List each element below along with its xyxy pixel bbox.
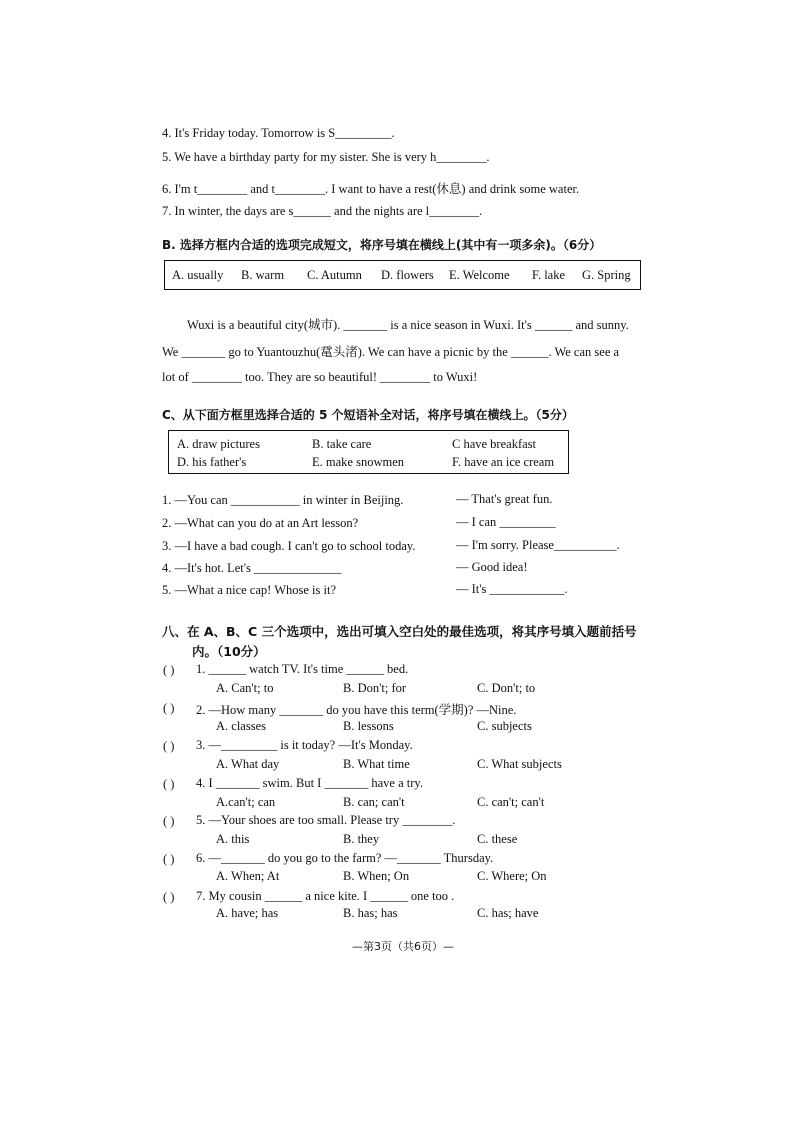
q6-option-a: A. When; At [216,869,280,883]
dialog-2-question: 2. —What can you do at an Art lesson? [162,516,359,530]
q5-answer-paren[interactable]: ( ) [163,814,175,828]
q3-stem: 3. —_________ is it today? —It's Monday. [196,738,413,752]
dialog-1-question: 1. —You can ___________ in winter in Beijing. [162,493,404,507]
q7-option-c: C. has; have [477,906,539,920]
q6-stem: 6. —_______ do you go to the farm? —_______ Thursday. [196,851,494,865]
c-option-c: C have breakfast [452,437,536,451]
dialog-3-question: 3. —I have a bad cough. I can't go to school today. [162,539,416,553]
q5-option-b: B. they [343,832,380,846]
q4-option-c: C. can't; can't [477,795,545,809]
q3-option-a: A. What day [216,757,280,771]
q1-option-a: A. Can't; to [216,681,274,695]
c-option-d: D. his father's [177,455,247,469]
q5-option-c: C. these [477,832,518,846]
c-option-e: E. make snowmen [312,455,404,469]
page-footer: —第3页（共6页）— [352,940,454,953]
section-b-heading: B. 选择方框内合适的选项完成短文，将序号填在横线上(其中有一项多余)。（6分） [162,238,602,252]
sentence-5: 5. We have a birthday party for my sister. She is very h________. [162,150,490,164]
passage-line-1: Wuxi is a beautiful city(城市). _______ is a nice season in Wuxi. It's ______ and sunny. [187,318,629,332]
b-option-e: E. Welcome [449,268,510,282]
b-option-b: B. warm [241,268,285,282]
dialog-5-answer: — It's ____________. [456,582,568,596]
dialog-2-answer: — I can _________ [456,515,556,529]
q1-option-c: C. Don't; to [477,681,536,695]
section-c-heading: C、从下面方框里选择合适的 5 个短语补全对话，将序号填在横线上。（5分） [162,408,574,422]
q6-option-c: C. Where; On [477,869,547,883]
section-8-heading-line-2: 内。（10分） [192,644,266,659]
c-option-f: F. have an ice cream [452,455,555,469]
q7-option-a: A. have; has [216,906,279,920]
q7-answer-paren[interactable]: ( ) [163,890,175,904]
q2-stem: 2. —How many _______ do you have this term(学期)? —Nine. [196,703,517,717]
c-option-b: B. take care [312,437,372,451]
b-option-f: F. lake [532,268,566,282]
q6-answer-paren[interactable]: ( ) [163,852,175,866]
dialog-5-question: 5. —What a nice cap! Whose is it? [162,583,337,597]
sentence-7: 7. In winter, the days are s______ and the nights are l________. [162,204,483,218]
sentence-6: 6. I'm t________ and t________. I want to have a rest(休息) and drink some water. [162,182,580,196]
b-option-g: G. Spring [582,268,631,282]
passage-line-3: lot of ________ too. They are so beautiful! ________ to Wuxi! [162,370,478,384]
q4-option-b: B. can; can't [343,795,405,809]
dialog-3-answer: — I'm sorry. Please__________. [456,538,620,552]
b-option-c: C. Autumn [307,268,362,282]
q5-stem: 5. —Your shoes are too small. Please try ________. [196,813,456,827]
q1-stem: 1. ______ watch TV. It's time ______ bed. [196,662,409,676]
q4-option-a: A.can't; can [216,795,276,809]
q6-option-b: B. When; On [343,869,410,883]
section-8-heading-line-1: 八、在 A、B、C 三个选项中，选出可填入空白处的最佳选项，将其序号填入题前括号 [162,624,637,639]
dialog-1-answer: — That's great fun. [456,492,553,506]
dialog-4-answer: — Good idea! [456,560,528,574]
q3-option-b: B. What time [343,757,410,771]
q2-answer-paren[interactable]: ( ) [163,701,175,715]
q7-option-b: B. has; has [343,906,398,920]
q7-stem: 7. My cousin ______ a nice kite. I ______ one too . [196,889,455,903]
q2-option-a: A. classes [216,719,266,733]
q3-option-c: C. What subjects [477,757,562,771]
q5-option-a: A. this [216,832,250,846]
q1-option-b: B. Don't; for [343,681,407,695]
q3-answer-paren[interactable]: ( ) [163,739,175,753]
q2-option-b: B. lessons [343,719,394,733]
q2-option-c: C. subjects [477,719,532,733]
sentence-4: 4. It's Friday today. Tomorrow is S_________. [162,126,395,140]
b-option-a: A. usually [172,268,224,282]
q1-answer-paren[interactable]: ( ) [163,663,175,677]
c-option-a: A. draw pictures [177,437,260,451]
dialog-4-question: 4. —It's hot. Let's ______________ [162,561,342,575]
q4-answer-paren[interactable]: ( ) [163,777,175,791]
q4-stem: 4. I _______ swim. But I _______ have a try. [196,776,423,790]
b-option-d: D. flowers [381,268,434,282]
passage-line-2: We _______ go to Yuantouzhu(鼋头渚). We can have a picnic by the ______. We can see a [162,345,620,359]
